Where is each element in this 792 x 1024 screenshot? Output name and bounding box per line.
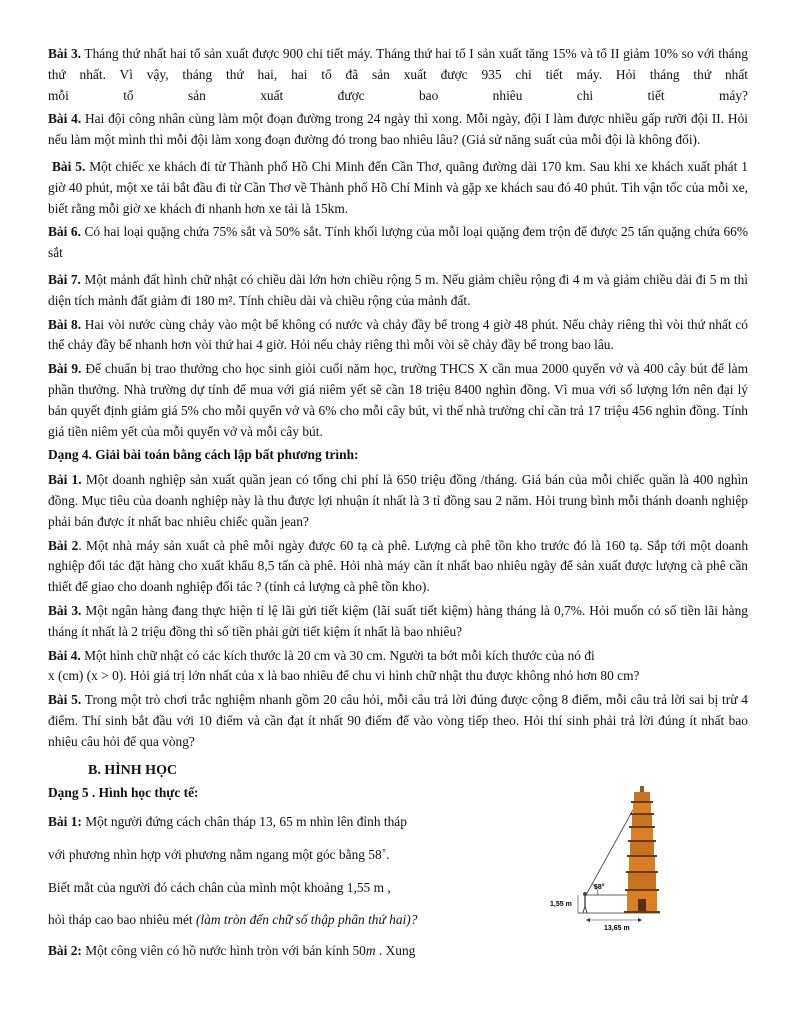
problem-label: Bài 4. (48, 111, 82, 127)
problem-bai-3 (48, 44, 748, 86)
ineq-problem-bai-2 (48, 536, 748, 598)
problem-text: Có hai loại quặng chứa 75% sắt và 50% sắt. Tính khối lượng của mỗi loại quặng đem trộn để được 25 tấn quặng chứa 66% sắt (48, 224, 748, 261)
problem-text: Một ngân hàng đang thực hiện tỉ lệ lãi gửi tiết kiệm (lãi suất tiết kiệm) hàng tháng là 0,7%. Hỏi muốn có số tiền lãi hàng tháng ít nhất là 2 triệu đồng thì số tiền phải gửi tiết kiệm ít nhất là bao nhiêu? (48, 602, 748, 639)
problem-text: Để chuẩn bị trao thưởng cho học sinh giỏi cuối năm học, trường THCS X cần mua 2000 quyển vở và 400 cây bút để làm phần thưởng. Nhà trường dự tính để mua với giá niêm yết sẽ cần 18 triệu 8400 nghìn đồng. Vì mua với số lượng lớn nên đại lý bán quyết định giảm giá 5% cho mỗi quyển vở và 6% cho mỗi cây bút, vì thế nhà trường chỉ cần trả 17 triệu 456 nghìn đồng. Tính giá tiền niêm yết của mỗi quyển vở và mỗi cây bút. (48, 361, 748, 439)
problem-label: Bài 5. (51, 158, 86, 174)
problem-bai-8 (48, 315, 748, 357)
bai-1-line-3: Biết mắt của người đó cách chân của mình một khoảng 1,55 m , (48, 879, 391, 895)
ineq-problem-bai-4-line2 (48, 666, 748, 687)
problem-bai-7 (48, 270, 748, 312)
problem-text: . Một nhà máy sản xuất cà phê mỗi ngày được 60 tạ cà phê. Lượng cà phê tồn kho trước đó là 160 tạ. Sắp tới một doanh nghiệp đối tác đặt hàng cho xuất khẩu 8,5 tấn cà phê. Hỏi nhà máy cần ít nhất bao nhiêu ngày để sản xuất được lượng cà phê cần thiết để giao cho doanh nghiệp đối tác ? (tính cả lượng cà phê tồn kho). (48, 537, 749, 595)
problem-label: Bài 2: (48, 943, 82, 959)
problem-label: Bài 7. (48, 271, 81, 287)
problem-text-tail: . Xung (375, 943, 416, 959)
dang-5-heading: Dạng 5 . Hình học thực tế: (48, 785, 199, 801)
pagoda-icon (624, 786, 660, 913)
problem-label: Bài 3. (48, 46, 82, 61)
bai-1-line-4 (48, 910, 508, 931)
angle-label: 58° (594, 884, 605, 891)
problem-label: Bài 3. (48, 602, 82, 618)
problem-label: Bài 9. (48, 361, 82, 377)
problem-text: Trong một trò chơi trắc nghiệm nhanh gồm 20 câu hỏi, mỗi câu trả lời đúng được cộng 8 điểm, mỗi câu trả lời sai bị trừ 4 điểm. Thí sinh bắt đầu với 10 điểm và cần đạt ít nhất 90 điểm để vào vòng tiếp theo. Hỏi thí sinh phải trả lời đúng ít nhất bao nhiêu câu hỏi để qua vòng? (48, 692, 748, 749)
geometry-bai-1 (48, 812, 508, 931)
problem-label: Bài 2 (48, 537, 79, 553)
problem-text: Một doanh nghiệp sản xuất quần jean có tổng chi phí là 650 triệu đồng /tháng. Giá bán của mỗi chiếc quần là 400 nghìn đồng. Mục tiêu của doanh nghiệp này là thu được lợi nhuận ít nhất là 3 tỉ đồng sau 2 năm. Hỏi trung bình mỗi thánh doanh nghiệp phải bán được ít nhất bac nhiêu chiếc quần jean? (48, 472, 748, 529)
problem-label: Bài 5. (48, 692, 82, 708)
bai-1-line-1 (48, 812, 508, 833)
height-label: 1,55 m (550, 901, 572, 908)
problem-text-tail: mỗi tổ sản xuất được bao nhiêu chi tiết máy? (48, 87, 748, 103)
unit-m: m (365, 943, 376, 959)
person-icon (583, 892, 587, 913)
problem-bai-9 (48, 359, 748, 442)
problem-text: Một mảnh đất hình chữ nhật có chiều dài lớn hơn chiều rộng 5 m. Nếu giảm chiều rộng đi 4 m và giảm chiều dài đi 5 m thì diện tích mảnh đất giảm đi 180 m². Tính chiều dài và chiều rộng của mảnh đất. (48, 271, 748, 308)
distance-label: 13,65 m (604, 925, 630, 932)
problem-text: Một chiếc xe khách đi từ Thành phố Hồ Chi Minh đến Cần Thơ, quãng đường dài 170 km. Sau khi xe khách xuất phát 1 giờ 40 phút, một xe tải bắt đầu đi từ Cần Thơ về Thành phố Hồ Chí Minh và gặp xe khách sau đó 40 phút. Tìh vận tốc của mỗi xe, biết rằng mỗi giờ xe khách đi nhanh hơn xe tải là 15km. (48, 158, 748, 216)
tower-figure (548, 786, 680, 946)
problem-bai-3-tail (48, 86, 748, 107)
section-hinh-hoc: B. HÌNH HỌC (88, 762, 178, 778)
problem-text: hỏi tháp cao bao nhiêu mét (48, 912, 196, 928)
ineq-problem-bai-3 (48, 601, 748, 643)
problem-text-line2: x (cm) (x > 0). Hỏi giá trị lớn nhất của x là bao nhiêu để chu vi hình chữ nhật thu được không nhỏ hơn 80 cm? (48, 668, 640, 684)
ineq-problem-bai-1 (48, 470, 748, 532)
ineq-problem-bai-4 (48, 646, 748, 667)
problem-text: Một công viên có hồ nước hình tròn với bán kính 50 (81, 943, 366, 959)
problem-label: Bài 1: (48, 814, 82, 830)
rounding-note: (làm tròn đến chữ số thập phân thứ hai)? (196, 912, 418, 928)
problem-label: Bài 1. (48, 472, 82, 488)
problem-bai-6 (48, 222, 748, 264)
problem-text: Một người đứng cách chân tháp 13, 65 m nhìn lên đỉnh tháp (81, 814, 407, 830)
problem-text: Một hình chữ nhật có các kích thước là 20 cm và 30 cm. Người ta bớt mỗi kích thước của nó đi (80, 647, 595, 663)
problem-text: Hai đội công nhân cùng làm một đoạn đường trong 24 ngày thì xong. Mỗi ngày, đội I làm được nhiều gấp rưỡi đội II. Hỏi nếu làm một mình thì mỗi đội làm xong đoạn đường đó trong bao nhiêu lâu? (Giả sử năng suất của mỗi đội là không đổi). (48, 111, 748, 148)
problem-bai-4 (48, 109, 748, 151)
ineq-problem-bai-5 (48, 690, 748, 752)
problem-label: Bài 4. (48, 647, 81, 663)
problem-text: Tháng thứ nhất hai tổ sản xuất được 900 chi tiết máy. Tháng thứ hai tổ I sản xuất tăng 15% và tổ II giảm 10% so với tháng thứ nhất. Vì vậy, tháng thứ hai, hai tổ đã sản xuất được 935 chi tiết máy. Hỏi tháng thứ nhất (48, 46, 748, 82)
dang-4-heading: Dạng 4. Giải bài toán bằng cách lập bất phương trình: (48, 447, 359, 463)
bai-1-line-2: với phương nhìn hợp với phương nằm ngang một góc bằng 58˚. (48, 846, 390, 862)
problem-text: Hai vòi nước cùng chảy vào một bể không có nước và chảy đầy bể trong 4 giờ 48 phút. Nếu chảy riêng thì vòi thứ nhất có thể chảy đầy bể nhanh hơn vòi thứ hai 4 giờ. Hỏi nếu chảy riêng thì mỗi vòi sẽ chảy đầy bể trong bao lâu. (48, 316, 748, 353)
problem-label: Bài 6. (48, 224, 81, 240)
problem-bai-5 (48, 157, 748, 219)
problem-label: Bài 8. (48, 316, 82, 332)
